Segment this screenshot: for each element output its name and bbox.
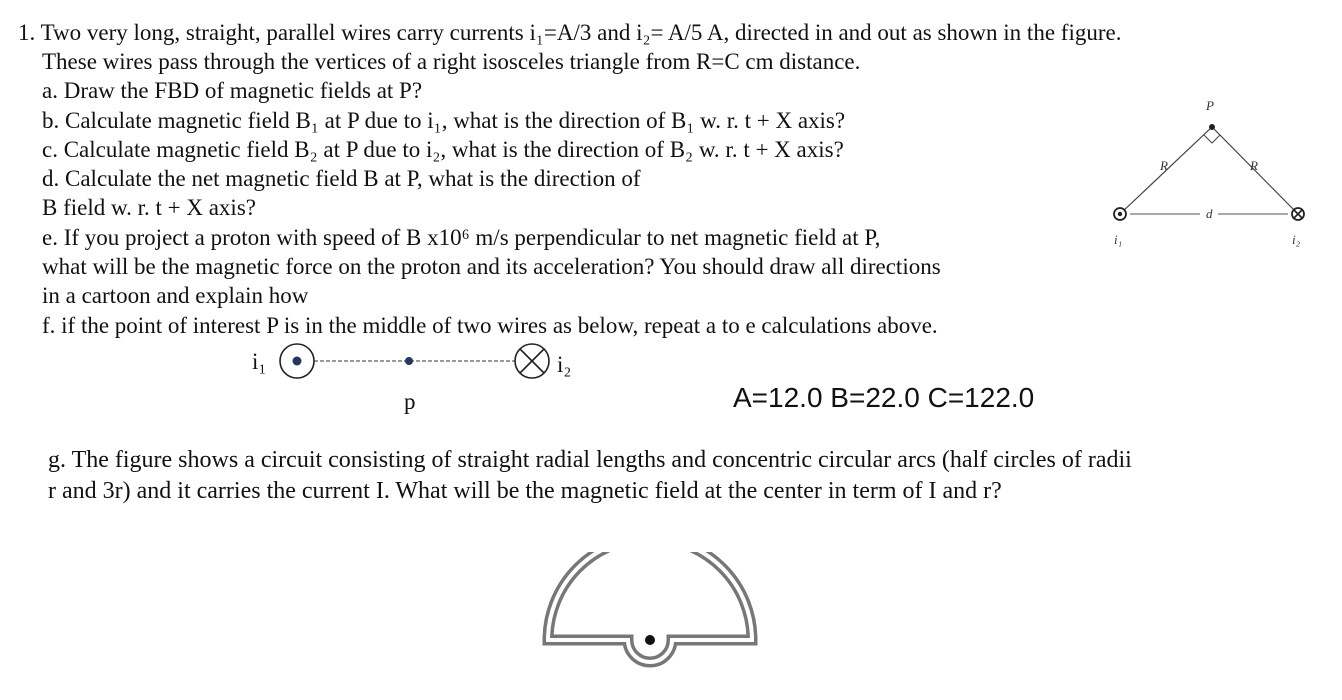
line-p-label: p	[404, 389, 416, 414]
triangle-figure	[1100, 92, 1320, 262]
line-i2-label: i₂	[557, 352, 572, 377]
part-d-line-1: d. Calculate the net magnetic field B at P, what is the direction of	[42, 166, 641, 191]
line-i1-label: i₁	[252, 349, 267, 374]
part-e-line-2: what will be the magnetic force on the proton and its acceleration? You should draw all directions	[42, 254, 941, 279]
part-d-line-2: B field w. r. t + X axis?	[42, 195, 256, 220]
circuit-figure	[532, 552, 768, 700]
part-e-line-3: in a cartoon and explain how	[42, 283, 309, 308]
part-c: c. Calculate magnetic field B₂ at P due to i₂, what is the direction of B₂ w. r. t + X axis?	[42, 137, 844, 162]
problem-line-1	[18, 18, 1121, 47]
triangle-p-label: P	[1206, 98, 1214, 113]
triangle-i1-label: i₁	[1114, 232, 1123, 247]
circuit-center-dot	[645, 635, 655, 645]
part-a: a. Draw the FBD of magnetic fields at P?	[42, 78, 423, 103]
part-b: b. Calculate magnetic field B₁ at P due to i₁, what is the direction of B₁ w. r. t + X axis?	[42, 108, 846, 133]
right-angle-marker	[1204, 135, 1220, 143]
triangle-d-label: d	[1206, 206, 1213, 221]
problem-line-2: These wires pass through the vertices of a right isosceles triangle from R=C cm distance.	[42, 49, 861, 74]
part-f: f. if the point of interest P is in the middle of two wires as below, repeat a to e calculations above.	[42, 313, 938, 338]
problem-intro: Two very long, straight, parallel wires carry currents i₁=A/3 and i₂= A/5 A, directed in and out as shown in the figure.	[40, 20, 1122, 45]
triangle-r-right-label: R	[1250, 158, 1258, 173]
triangle-r-left-label: R	[1160, 158, 1168, 173]
part-e-line-1: e. If you project a proton with speed of B x10⁶ m/s perpendicular to net magnetic field at P,	[42, 225, 881, 250]
part-g-line-1: g. The figure shows a circuit consisting of straight radial lengths and concentric circular arcs (half circles of radii	[48, 447, 1132, 473]
given-values: A=12.0 B=22.0 C=122.0	[733, 382, 1035, 413]
triangle-i2-label: i₂	[1292, 232, 1301, 247]
wire-i1-dot	[1118, 212, 1122, 216]
line-point-p-dot	[405, 357, 413, 365]
line-figure	[276, 340, 556, 382]
point-p-dot	[1209, 124, 1215, 130]
problem-number: 1.	[18, 20, 36, 45]
line-i1-center-dot	[293, 357, 302, 366]
part-g-line-2: r and 3r) and it carries the current I. What will be the magnetic field at the center in term of I and r?	[48, 478, 1002, 504]
